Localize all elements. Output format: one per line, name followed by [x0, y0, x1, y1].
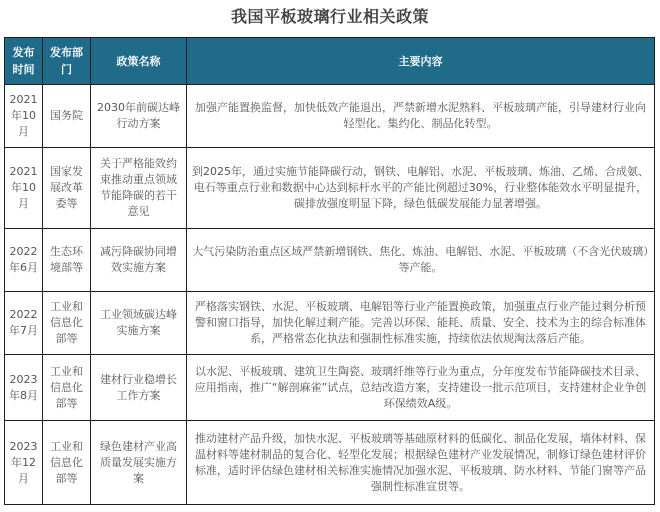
cell-department: 国家发展改革委等 [43, 148, 91, 229]
cell-content: 以水泥、平板玻璃、建筑卫生陶瓷、玻璃纤维等行业为重点，分年度发布节能降碳技术目录、应用指南，推广“解剖麻雀”试点，总结改造方案，支持建设一批示范项目，支持建材企业争创环保绩效A级。 [187, 355, 655, 421]
table-row [5, 148, 655, 229]
cell-content: 大气污染防治重点区域严禁新增钢铁、焦化、炼油、电解铝、水泥、平板玻璃（不含光伏玻璃）等产能。 [187, 229, 655, 292]
cell-date: 2023年12月 [5, 421, 43, 505]
cell-content: 加强产能置换监督，加快低效产能退出，严禁新增水泥熟料、平板玻璃产能，引导建材行业向轻型化、集约化、制品化转型。 [187, 85, 655, 148]
header-policy-name: 政策名称 [91, 38, 187, 85]
cell-department: 工业和信息化部等 [43, 421, 91, 505]
header-content: 主要内容 [187, 38, 655, 85]
cell-date: 2023年8月 [5, 355, 43, 421]
cell-policy-name: 建材行业稳增长工作方案 [91, 355, 187, 421]
cell-policy-name: 绿色建材产业高质量发展实施方案 [91, 421, 187, 505]
table-row [5, 421, 655, 505]
cell-policy-name: 2030年前碳达峰行动方案 [91, 85, 187, 148]
cell-date: 2022年7月 [5, 292, 43, 355]
cell-date: 2022年6月 [5, 229, 43, 292]
cell-department: 生态环境部等 [43, 229, 91, 292]
cell-content: 到2025年，通过实施节能降碳行动，钢铁、电解铝、水泥、平板玻璃、炼油、乙烯、合成氨、电石等重点行业和数据中心达到标杆水平的产能比例超过30%，行业整体能效水平明显提升，碳排放强度明显下降，绿色低碳发展能力显著增强。 [187, 148, 655, 229]
cell-content: 严格落实钢铁、水泥、平板玻璃、电解铝等行业产能置换政策，加强重点行业产能过剩分析预警和窗口指导，加快化解过剩产能。完善以环保、能耗、质量、安全、技术为主的综合标准体系，严格常态化执法和强制性标准实施，持续依法依规淘汰落后产能。 [187, 292, 655, 355]
table-row [5, 355, 655, 421]
table-row [5, 229, 655, 292]
page-title: 我国平板玻璃行业相关政策 [230, 7, 429, 26]
cell-date: 2021年10月 [5, 85, 43, 148]
cell-department: 工业和信息化部等 [43, 355, 91, 421]
header-department: 发布部门 [43, 38, 91, 85]
cell-department: 工业和信息化部等 [43, 292, 91, 355]
cell-date: 2021年10月 [5, 148, 43, 229]
cell-policy-name: 关于严格能效约束推动重点领域节能降碳的若干意见 [91, 148, 187, 229]
table-row [5, 85, 655, 148]
policy-table [4, 37, 655, 505]
cell-policy-name: 工业领域碳达峰实施方案 [91, 292, 187, 355]
table-header [5, 38, 655, 85]
header-date: 发布时间 [5, 38, 43, 85]
cell-policy-name: 减污降碳协同增效实施方案 [91, 229, 187, 292]
cell-content: 推动建材产品升级，加快水泥、平板玻璃等基础原材料的低碳化、制品化发展，墙体材料、保温材料等建材制品的复合化、轻型化发展；根据绿色建材产业发展情况，制修订绿色建材评价标准，适时评估绿色建材相关标准实施情况加强水泥、平板玻璃、防水材料、节能门窗等产品强制性标准宣贯等。 [187, 421, 655, 505]
cell-department: 国务院 [43, 85, 91, 148]
table-row [5, 292, 655, 355]
